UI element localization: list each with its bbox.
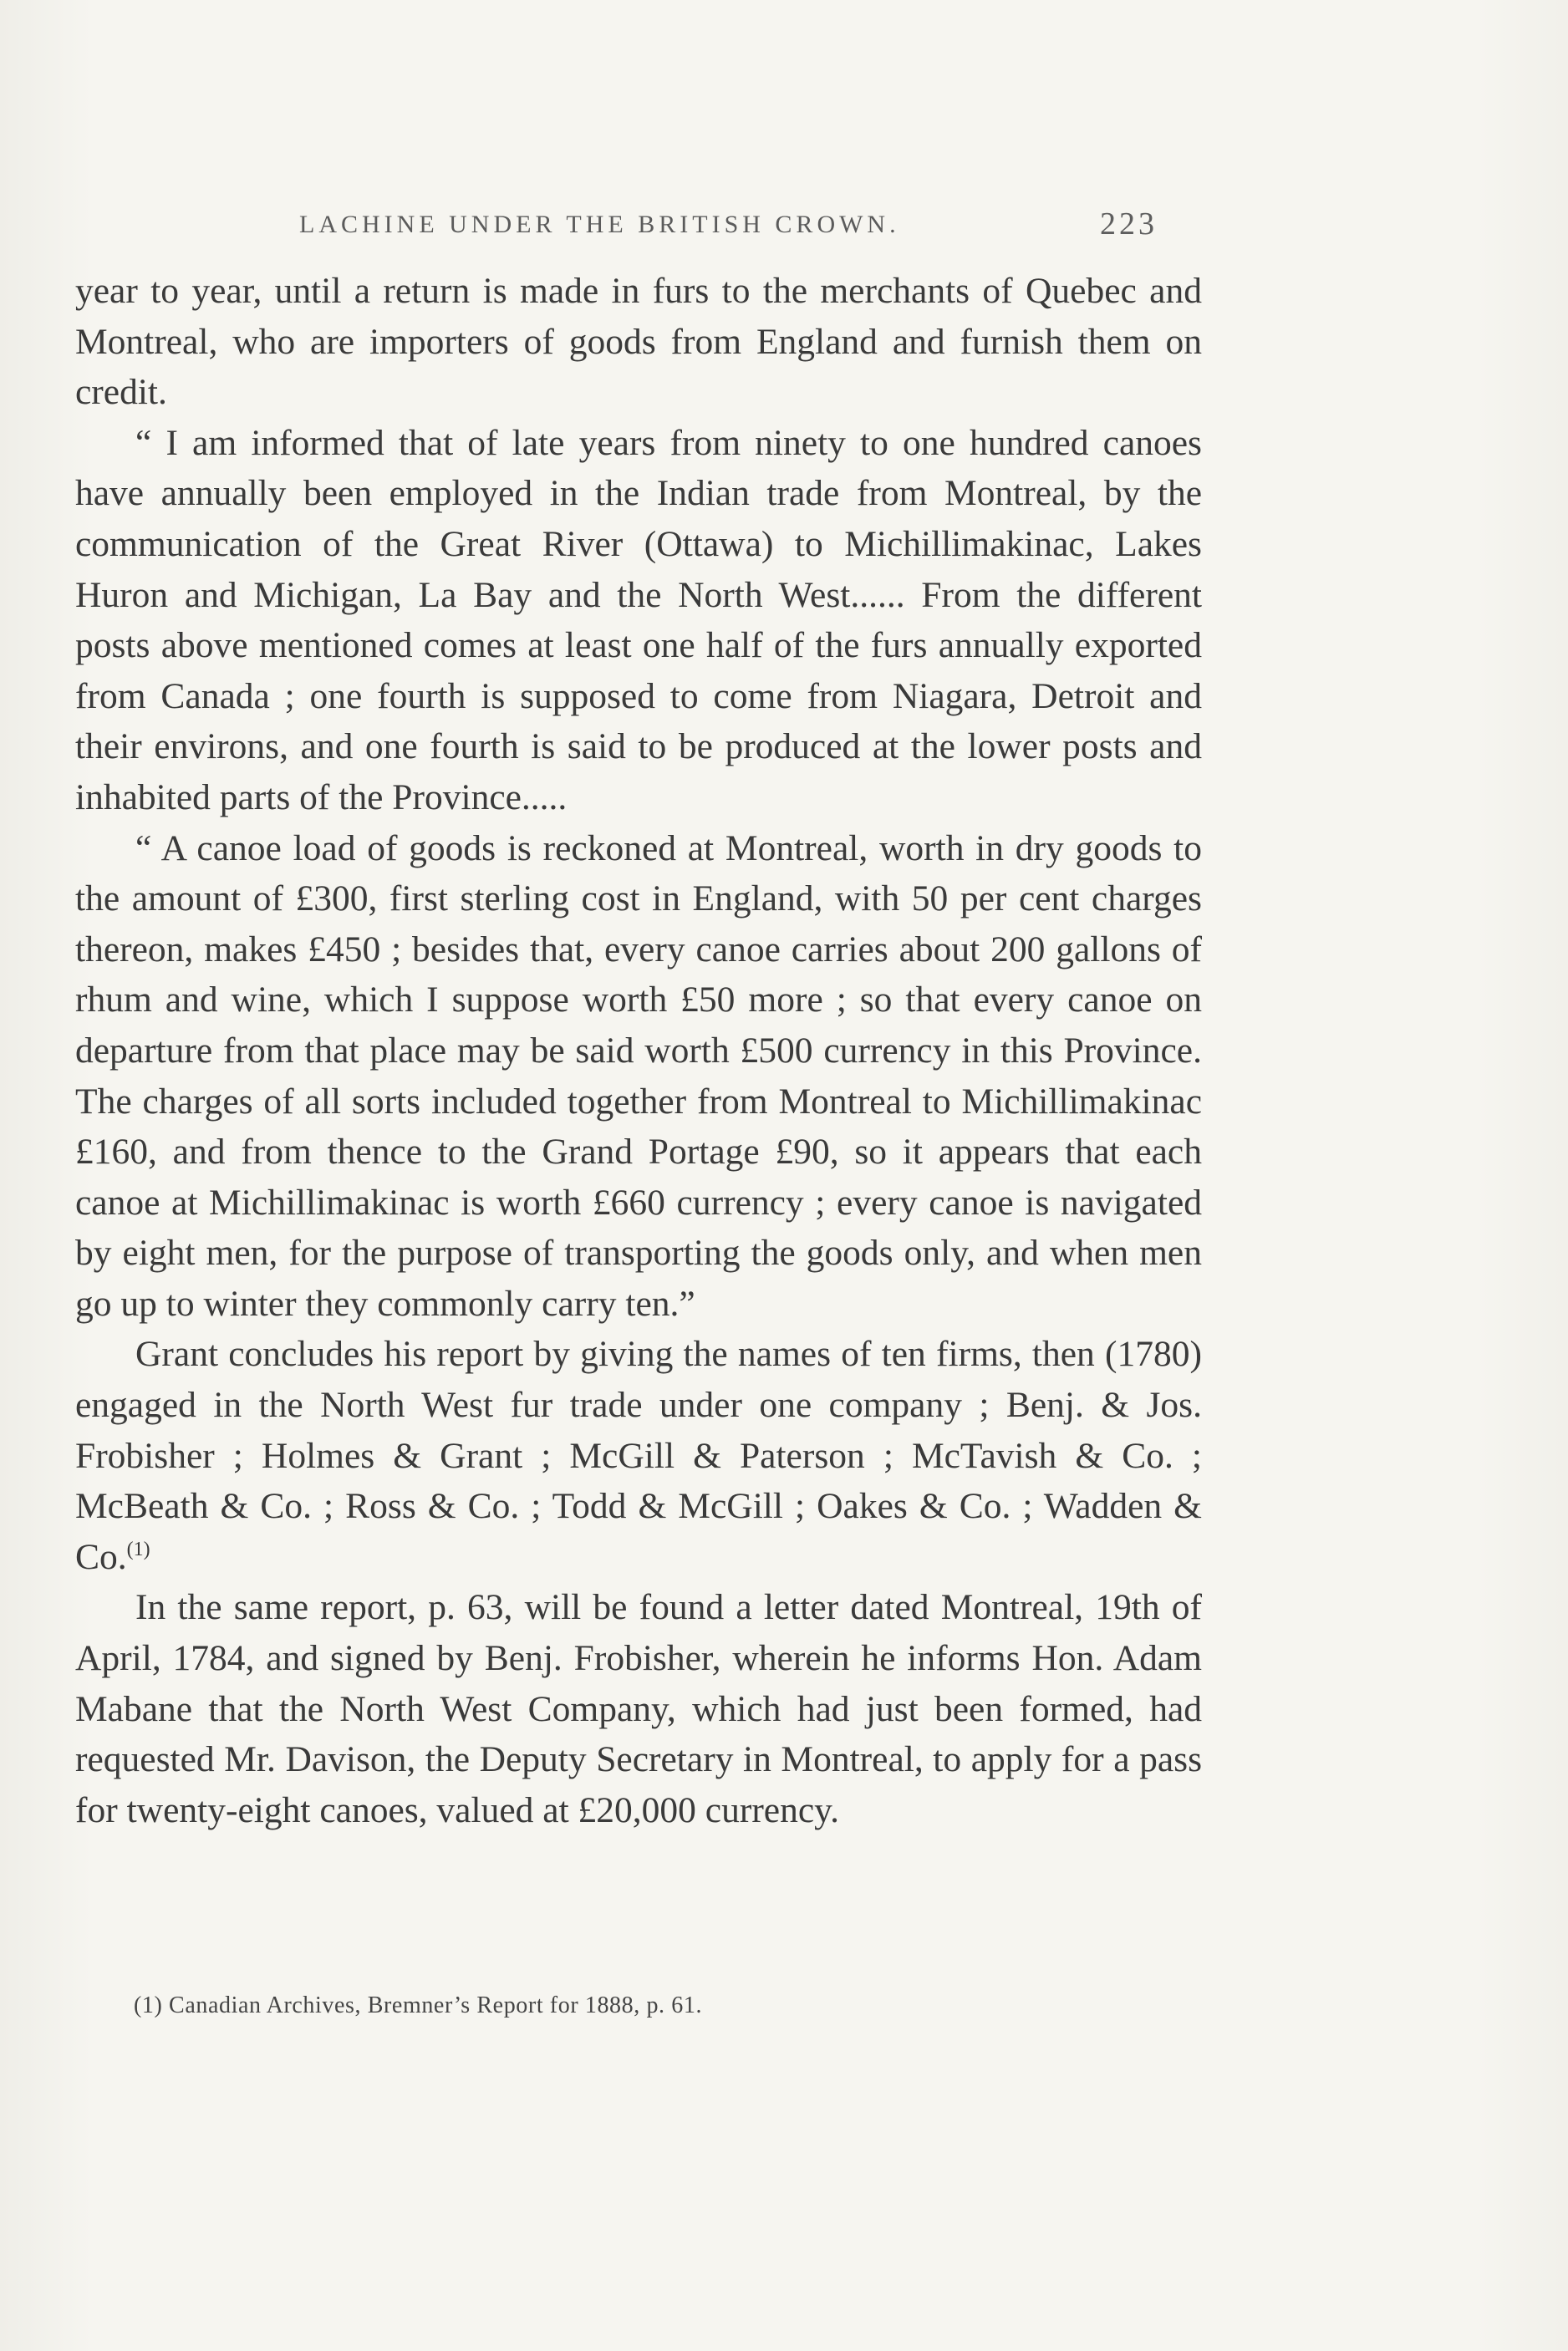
footnote-reference: (1)	[126, 1538, 150, 1560]
running-head: LACHINE UNDER THE BRITISH CROWN.	[299, 211, 900, 238]
paragraph-frobisher-letter: In the same report, p. 63, will be found a letter dated Montreal, 19th of April, 1784, and signed by Benj. Frobisher, wherein he informs Hon. Adam Mabane that the North West Company, which had just been formed, had requested Mr. Davison, the Deputy Secretary in Montreal, to apply for a pass for twenty-eight canoes, valued at £20,000 currency.	[75, 1587, 1202, 1830]
paragraph-quote-canoes: “ I am informed that of late years from ninety to one hundred canoes have annually been employed in the Indian trade from Montreal, by the communication of the Great River (Ottawa) to Michillimakinac, Lakes Huron and Michigan, La Bay and the North West...... From the different posts above mentioned comes at least one half of the furs annually exported from Canada ; one fourth is supposed to come from Niagara, Detroit and their environs, and one fourth is said to be produced at the lower posts and inhabited parts of the Province.....	[75, 422, 1202, 817]
footnote: (1) Canadian Archives, Bremner’s Report for 1888, p. 61.	[134, 1992, 703, 2018]
body-text	[75, 266, 1202, 1835]
paragraph-grant-firms-text: Grant concludes his report by giving the names of ten firms, then (1780) engaged in the North West fur trade under one company ; Benj. & Jos. Frobisher ; Holmes & Grant ; McGill & Paterson ; McTavish & Co. ; McBeath & Co. ; Ross & Co. ; Todd & McGill ; Oakes & Co. ; Wadden & Co.	[75, 1334, 1202, 1577]
paragraph-continuation: year to year, until a return is made in furs to the merchants of Quebec and Montreal, who are importers of goods from England and furnish them on credit.	[75, 271, 1202, 413]
page-number: 223	[1100, 206, 1158, 242]
paragraph-grant-firms	[75, 1329, 1202, 1582]
paragraph-quote-canoe-load: “ A canoe load of goods is reckoned at Montreal, worth in dry goods to the amount of £300, first sterling cost in England, with 50 per cent charges thereon, makes £450 ; besides that, every canoe carries about 200 gallons of rhum and wine, which I suppose worth £50 more ; so that every canoe on departure from that place may be said worth £500 currency in this Province. The charges of all sorts included together from Montreal to Michillimakinac £160, and from thence to the Grand Portage £90, so it appears that each canoe at Michillimakinac is worth £660 currency ; every canoe is navigated by eight men, for the purpose of transporting the goods only, and when men go up to winter they commonly carry ten.”	[75, 827, 1202, 1324]
